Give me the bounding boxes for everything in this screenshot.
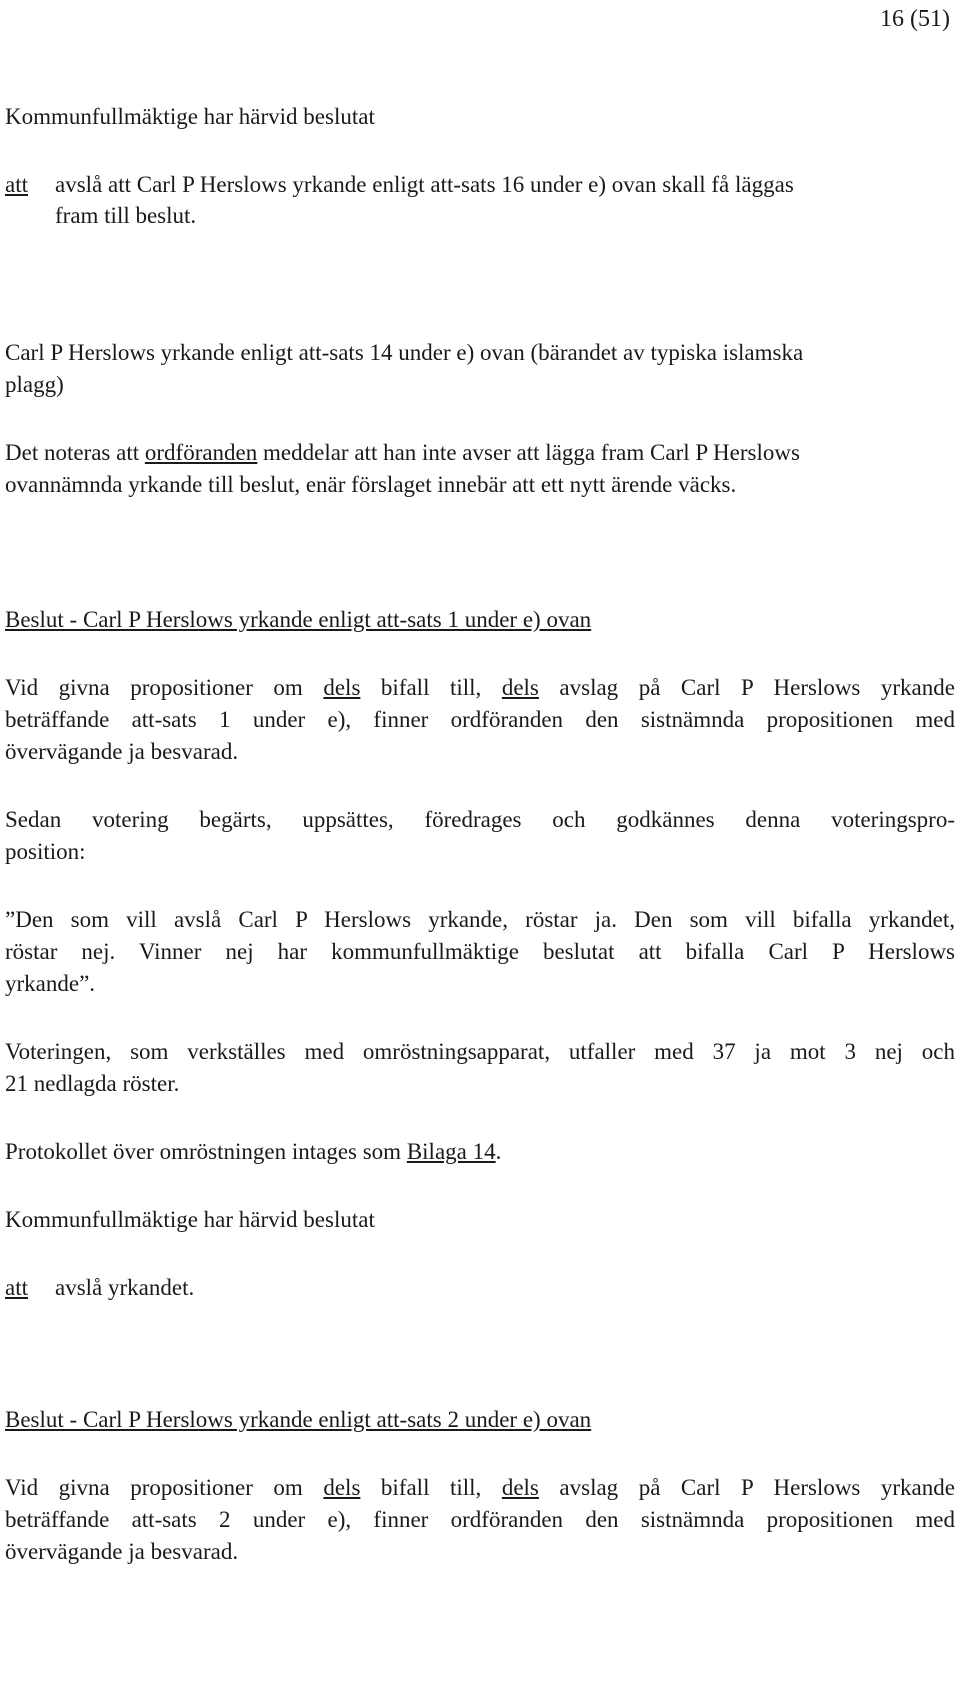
- att-clause-text-line1: avslå att Carl P Herslows yrkande enligt att-sats 16 under e) ovan skall få läggas: [55, 172, 794, 197]
- proposition2-line2: beträffande att-sats 2 under e), finner ordföranden den sistnämnda propositionen med: [5, 1507, 955, 1532]
- proposition-line1: [5, 673, 955, 703]
- note-line1: [5, 438, 800, 468]
- att-label-2: att: [5, 1275, 28, 1300]
- vote-result-line1: Voteringen, som verkställes med omröstningsapparat, utfaller med 37 ja mot 3 nej och: [5, 1039, 955, 1064]
- att-label: att: [5, 172, 28, 197]
- vote-proposition-line1: ”Den som vill avslå Carl P Herslows yrkande, röstar ja. Den som vill bifalla yrkandet,: [5, 907, 955, 932]
- page-number: 16 (51): [880, 6, 950, 32]
- dels-1: dels: [323, 675, 361, 700]
- proposition-line3: övervägande ja besvarad.: [5, 739, 239, 764]
- proposition-text-c: avslag på Carl P Herslows yrkande: [538, 675, 955, 700]
- bilaga-14-link: Bilaga 14: [406, 1139, 496, 1164]
- proposition2-line1: [5, 1473, 955, 1503]
- proposition-text-a: Vid givna propositioner om: [5, 675, 324, 700]
- protocol-line: [5, 1137, 501, 1167]
- proposition2-text-a: Vid givna propositioner om: [5, 1475, 324, 1500]
- section-title-line2: plagg): [5, 372, 64, 397]
- decision-intro: Kommunfullmäktige har härvid beslutat: [5, 104, 375, 129]
- note-text-post: meddelar att han inte avser att lägga fram Carl P Herslows: [257, 440, 800, 465]
- section-heading-att-sats-2: Beslut - Carl P Herslows yrkande enligt att-sats 2 under e) ovan: [5, 1407, 592, 1432]
- section-title-line1: Carl P Herslows yrkande enligt att-sats 14 under e) ovan (bärandet av typiska islamska: [5, 340, 804, 365]
- vote-result-line2: 21 nedlagda röster.: [5, 1071, 180, 1096]
- ordforanden-link: ordföranden: [144, 440, 258, 465]
- dels-4: dels: [501, 1475, 539, 1500]
- note-line2: ovannämnda yrkande till beslut, enär förslaget innebär att ett nytt ärende väcks.: [5, 472, 737, 497]
- note-text-pre: Det noteras att: [5, 440, 145, 465]
- dels-2: dels: [501, 675, 539, 700]
- att-clause-2-text: avslå yrkandet.: [55, 1275, 195, 1300]
- decision-intro-2: Kommunfullmäktige har härvid beslutat: [5, 1207, 375, 1232]
- proposition-text-b: bifall till,: [360, 675, 502, 700]
- proposition-line2: beträffande att-sats 1 under e), finner ordföranden den sistnämnda propositionen med: [5, 707, 955, 732]
- dels-3: dels: [323, 1475, 361, 1500]
- protocol-period: .: [495, 1139, 502, 1164]
- votering-line1: Sedan votering begärts, uppsättes, föredrages och godkännes denna voteringspro-: [5, 807, 955, 832]
- vote-proposition-line3: yrkande”.: [5, 971, 96, 996]
- proposition2-text-b: bifall till,: [360, 1475, 502, 1500]
- proposition2-line3: övervägande ja besvarad.: [5, 1539, 239, 1564]
- section-heading-att-sats-1: Beslut - Carl P Herslows yrkande enligt att-sats 1 under e) ovan: [5, 607, 592, 632]
- proposition2-text-c: avslag på Carl P Herslows yrkande: [538, 1475, 955, 1500]
- att-clause-text-line2: fram till beslut.: [55, 203, 197, 228]
- vote-proposition-line2: röstar nej. Vinner nej har kommunfullmäktige beslutat att bifalla Carl P Herslows: [5, 939, 955, 964]
- protocol-text: Protokollet över omröstningen intages som: [5, 1139, 407, 1164]
- votering-line2: position:: [5, 839, 86, 864]
